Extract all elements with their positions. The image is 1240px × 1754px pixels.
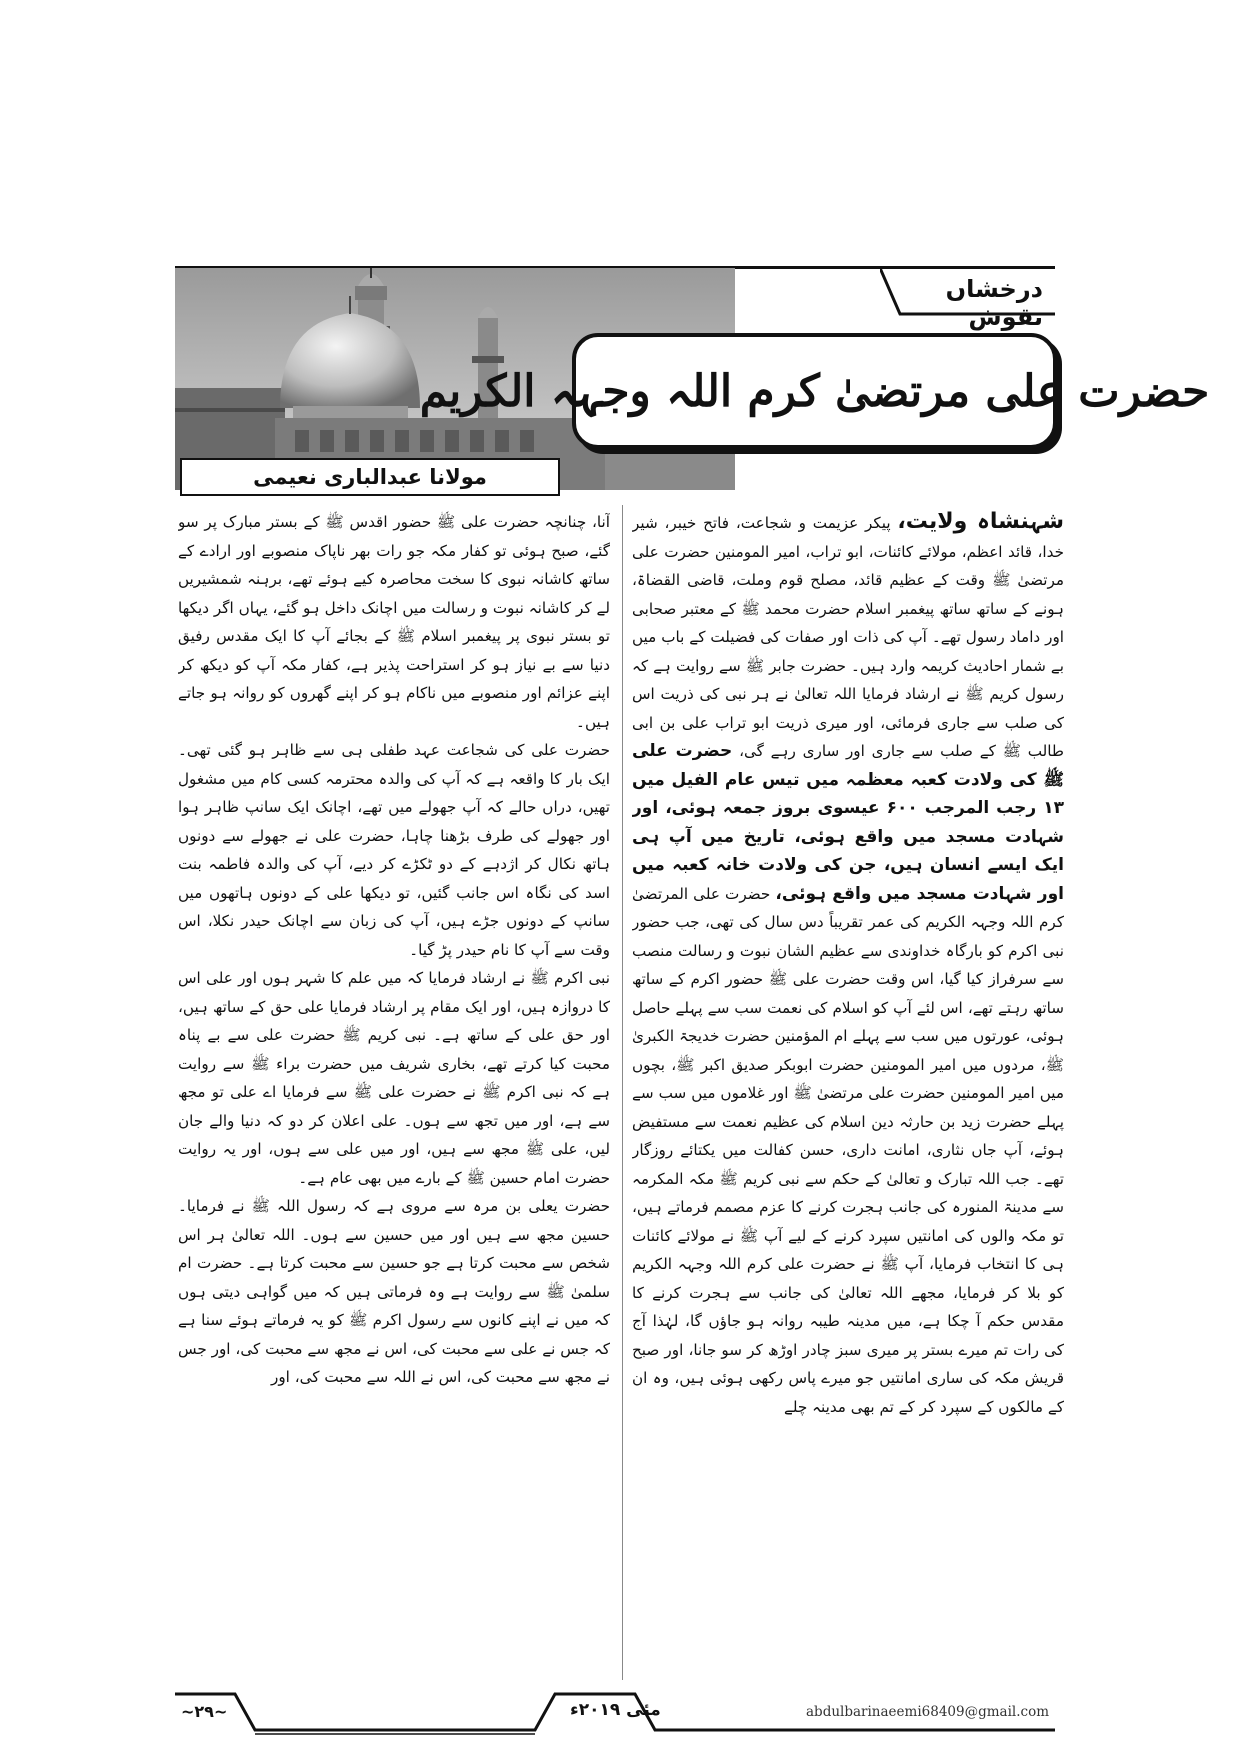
section-tab (880, 268, 1055, 331)
article-title-box (419, 333, 1210, 449)
emphasis-text: حضرت علی ﷺ کی ولادت کعبہ معظمہ میں تیس عام الفیل میں ۱۳ رجب المرجب ۶۰۰ عیسوی بروز جمعہ ہوئی، اور شہادت مسجد میں واقع ہوئی، تاریخ میں آپ ہی ایک ایسے انسان ہیں، جن کی ولادت خانہ کعبہ میں اور شہادت مسجد میں واقع ہوئی، (632, 741, 1064, 904)
paragraph: نبی اکرم ﷺ نے ارشاد فرمایا کہ میں علم کا شہر ہوں اور علی اس کا دروازہ ہیں، اور ایک مقام پر ارشاد فرمایا علی حق کے ساتھ ہیں، اور حق علی کے ساتھ ہے۔ نبی کریم ﷺ حضرت علی سے بے پناہ محبت کیا کرتے تھے، بخاری شریف میں حضرت براء ﷺ سے روایت ہے کہ نبی اکرم ﷺ نے حضرت علی ﷺ سے فرمایا اے علی تو مجھ سے ہے، اور میں تجھ سے ہوں۔ علی اعلان کر دو کہ دنیا والے جان لیں، علی ﷺ مجھ سے ہیں، اور میں علی سے ہوں، اور یہ روایت حضرت امام حسین ﷺ کے بارے میں بھی عام ہے۔ (178, 969, 610, 1187)
author-name: مولانا عبدالباری نعیمی (253, 465, 487, 489)
text-column-left (178, 508, 610, 1683)
section-label: درخشاں نقوش (945, 275, 1043, 331)
article-title: حضرت علی مرتضیٰ کرم اللہ وجہہ الکریم (419, 365, 1210, 417)
paragraph: حضرت یعلی بن مرہ سے مروی ہے کہ رسول اللہ ﷺ نے فرمایا۔ حسین مجھ سے ہیں اور میں حسین سے ہوں۔ اللہ تعالیٰ ہر اس شخص سے محبت کرتا ہے جو حسین سے محبت کرتا ہے۔ حضرت ام سلمیٰ ﷺ سے روایت ہے وہ فرماتی ہیں کہ میں گواہی دیتی ہوں کہ میں نے اپنے کانوں سے رسول اکرم ﷺ کو یہ فرماتے ہوئے سنا ہے کہ جس نے علی سے محبت کی، اس نے مجھ سے محبت کی، اور جس نے مجھ سے محبت کی، اس نے اللہ سے محبت کی، اور (178, 1197, 610, 1386)
author-box (180, 458, 560, 496)
paragraph: حضرت علی کی شجاعت عہد طفلی ہی سے ظاہر ہو گئی تھی۔ ایک بار کا واقعہ ہے کہ آپ کی والدہ محترمہ کسی کام میں مشغول تھیں، دراں حالے کہ آپ جھولے میں تھے، اچانک ایک سانپ ظاہر ہوا اور جھولے کی طرف بڑھنا چاہا، حضرت علی نے جھولے سے دونوں ہاتھ نکال کر اژدہے کے دو ٹکڑے کر دیے، آپ کی والدہ فاطمہ بنت اسد کی نگاہ اس جانب گئیں، تو دیکھا علی کے دونوں ہاتھوں میں سانپ کے دونوں جڑے ہیں، آپ کی زبان سے اچانک حیدر نکلا، اس وقت سے آپ کا نام حیدر پڑ گیا۔ (178, 741, 610, 959)
column-divider (622, 505, 623, 1680)
page-footer (175, 1690, 1055, 1738)
author-email: abdulbarinaeemi68409@gmail.com (806, 1704, 1049, 1720)
page-number: ~۲۹~ (181, 1702, 228, 1721)
paragraph (632, 508, 1064, 1421)
issue-date: مئی ۲۰۱۹ء (570, 1700, 661, 1720)
paragraph-text: پیکر عزیمت و شجاعت، فاتح خیبر، شیر خدا، قائد اعظم، مولائے کائنات، ابو تراب، امیر المومنین حضرت علی مرتضیٰ ﷺ وقت کے عظیم قائد، مصلح قوم وملت، قاضی القضاۃ، ہونے کے ساتھ ساتھ پیغمبر اسلام حضرت محمد ﷺ کے معتبر صحابی اور داماد رسول تھے۔ آپ کی ذات اور صفات کی فضیلت کے باب میں بے شمار احادیث کریمہ وارد ہیں۔ حضرت جابر ﷺ سے روایت ہے کہ رسول کریم ﷺ نے ارشاد فرمایا اللہ تعالیٰ نے ہر نبی کی ذریت اس کی صلب سے جاری فرمائی، اور میری ذریت ابو تراب علی بن ابی طالب ﷺ کے صلب سے جاری اور ساری رہے گی، (632, 514, 1064, 760)
text-column-right (632, 508, 1064, 1683)
lead-phrase: شہنشاہ ولایت، (897, 509, 1064, 534)
paragraph: آنا، چنانچہ حضرت علی ﷺ حضور اقدس ﷺ کے بستر مبارک پر سو گئے، صبح ہوئی تو کفار مکہ جو رات بھر ناپاک منصوبے اور ارادے کے ساتھ کاشانہ نبوی کا سخت محاصرہ کیے ہوئے تھے، برہنہ شمشیریں لے کر کاشانہ نبوت و رسالت میں اچانک داخل ہو گئے، یہاں اگر دیکھا تو بستر نبوی پر پیغمبر اسلام ﷺ کے بجائے آپ کا ایک مقدس رفیق دنیا سے بے نیاز ہو کر استراحت پذیر ہے، کفار مکہ آپ کو دیکھ کر اپنے عزائم اور منصوبے میں ناکام ہو کر اپنے گھروں کو روانہ ہو جاتے ہیں۔ (178, 513, 610, 731)
paragraph-text: حضرت علی المرتضیٰ کرم اللہ وجہہ الکریم کی عمر تقریباً دس سال کی تھی، جب حضور نبی اکرم کو بارگاہ خداوندی سے عظیم الشان نبوت و رسالت منصب سے سرفراز کیا گیا، اس وقت حضرت علی ﷺ حضور اکرم کے ساتھ ساتھ رہتے تھے، اس لئے آپ کو اسلام کی نعمت سب سے پہلے حاصل ہوئی، عورتوں میں سب سے پہلے ام المؤمنین حضرت خدیجۃ الکبریٰ ﷺ، مردوں میں امیر المومنین حضرت ابوبکر صدیق اکبر ﷺ، بچوں میں امیر المومنین حضرت علی مرتضیٰ ﷺ اور غلاموں میں سب سے پہلے حضرت زید بن حارثہ دین اسلام کی عظیم نعمت سے مستفیض ہوئے، آپ جاں نثاری، امانت داری، حسن کفالت میں یکتائے روزگار تھے۔ جب اللہ تبارک و تعالیٰ کے حکم سے نبی کریم ﷺ مکہ المکرمہ سے مدینۃ المنورہ کی جانب ہجرت کرنے کا عزم مصمم فرماتے ہیں، تو مکہ والوں کی امانتیں سپرد کرنے کے لیے آپ ﷺ نے مولائے کائنات ہی کا انتخاب فرمایا، آپ ﷺ نے حضرت علی کرم اللہ وجہہ الکریم کو بلا کر فرمایا، مجھے اللہ تعالیٰ کی جانب سے ہجرت کرنے کا مقدس حکم آ چکا ہے، میں مدینہ طیبہ روانہ ہو جاؤں گا، لہٰذا آج کی رات تم میرے بستر پر میری سبز چادر اوڑھ کر سو جانا، اور صبح قریش مکہ کی ساری امانتیں جو میرے پاس رکھی ہوئی ہیں، وہ ان کے مالکوں کے سپرد کر کے تم بھی مدینہ چلے (632, 884, 1064, 1416)
